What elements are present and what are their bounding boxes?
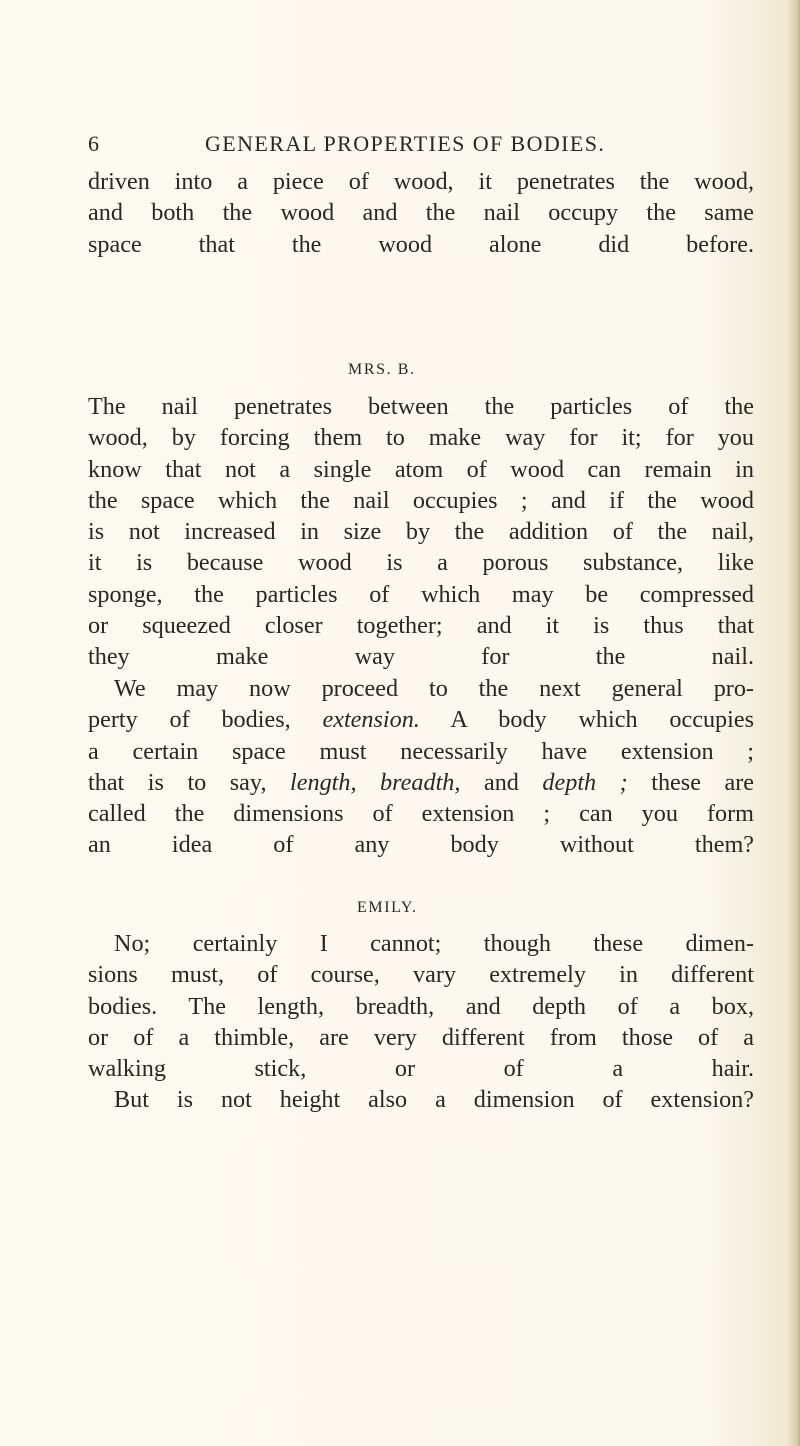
paragraph-emily <box>88 928 754 1084</box>
text-line: a certain space must necessarily have extension ; <box>88 737 754 765</box>
text-line: walking stick, or of a hair. <box>88 1055 754 1083</box>
paragraph-continued <box>88 166 754 260</box>
text-run: that is to say, <box>88 768 291 796</box>
text-line: sions must, of course, vary extremely in different <box>88 961 754 989</box>
emphasis-terms-length-breadth: length, breadth, <box>290 768 461 796</box>
emphasis-term-depth: depth ; <box>542 768 628 796</box>
text-line: We may now proceed to the next general pro- <box>114 675 754 702</box>
text-line: driven into a piece of wood, it penetrates the wood, <box>88 168 754 195</box>
page-edge-shadow <box>786 0 800 1446</box>
text-line: bodies. The length, breadth, and depth of a box, <box>88 992 754 1020</box>
text-run: these are <box>627 768 754 796</box>
text-line: sponge, the particles of which may be compressed <box>88 580 754 608</box>
text-line: an idea of any body without them? <box>88 831 754 859</box>
text-line: or squeezed closer together; and it is thus that <box>88 612 754 640</box>
text-line <box>88 704 754 735</box>
paragraph-extension <box>88 673 754 861</box>
text-line: The nail penetrates between the particles of the <box>88 393 754 420</box>
emphasis-term-extension: extension. <box>322 706 420 734</box>
speaker-label-emily: EMILY. <box>357 899 418 916</box>
text-line: wood, by forcing them to make way for it; for you <box>88 424 754 452</box>
text-line: or of a thimble, are very different from those of a <box>88 1023 754 1051</box>
text-run: and <box>460 768 543 796</box>
text-line: But is not height also a dimension of extension? <box>114 1086 754 1113</box>
paragraph-mrs-b <box>88 391 754 673</box>
text-line: know that not a single atom of wood can remain in <box>88 455 754 483</box>
text-line: is not increased in size by the addition of the nail, <box>88 518 754 546</box>
text-line <box>88 767 754 798</box>
text-line: the space which the nail occupies ; and if the wood <box>88 486 754 514</box>
text-line: they make way for the nail. <box>88 643 754 671</box>
text-run: perty of bodies, <box>88 706 323 734</box>
speaker-label-mrs-b: MRS. B. <box>348 361 416 378</box>
text-line: called the dimensions of extension ; can you form <box>88 800 754 828</box>
text-line: and both the wood and the nail occupy the same <box>88 199 754 227</box>
text-line: space that the wood alone did before. <box>88 230 754 258</box>
text-line: No; certainly I cannot; though these dimen- <box>114 930 754 957</box>
page-number: 6 <box>88 131 101 156</box>
text-line: it is because wood is a porous substance, like <box>88 549 754 577</box>
paragraph-height-question <box>88 1084 754 1115</box>
text-run: A body which occupies <box>419 706 754 734</box>
page-header <box>88 131 688 167</box>
running-head: GENERAL PROPERTIES OF BODIES. <box>205 131 606 156</box>
